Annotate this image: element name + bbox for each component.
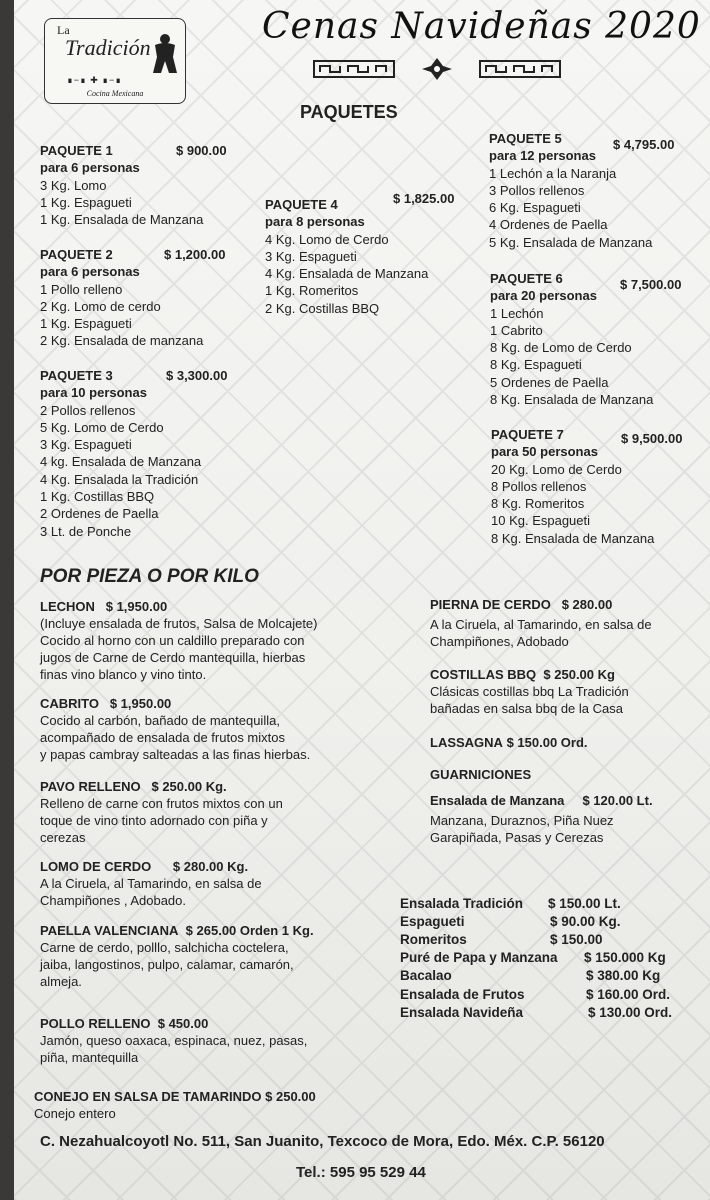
- item-price: $ 250.00 Kg.: [151, 779, 227, 794]
- item-desc: Jamón, queso oaxaca, espinaca, nuez, pasas,: [40, 1033, 308, 1048]
- item-desc: cerezas: [40, 830, 86, 845]
- item-desc: Relleno de carne con frutos mixtos con un: [40, 796, 283, 811]
- item-name: LASSAGNA: [430, 735, 503, 750]
- package-item: 2 Kg. Lomo de cerdo: [40, 298, 161, 314]
- extra-price: $ 150.00 Lt.: [548, 896, 621, 911]
- item-desc: almeja.: [40, 974, 82, 989]
- package-name: PAQUETE 5: [489, 131, 562, 146]
- item-name: LECHON: [40, 599, 95, 614]
- package-item: 4 Kg. Ensalada de Manzana: [265, 266, 429, 282]
- package-item: 3 Pollos rellenos: [489, 182, 585, 198]
- item-desc: piña, mantequilla: [40, 1050, 139, 1065]
- package-4: [265, 191, 475, 317]
- package-item: 1 Lechón: [490, 305, 544, 321]
- extra-name: Espagueti: [400, 914, 465, 929]
- item-price: $ 150.00 Ord.: [506, 735, 588, 750]
- extra-price: $ 150.000 Kg: [584, 950, 666, 965]
- package-item: 3 Lt. de Ponche: [40, 523, 132, 539]
- item-desc: jugos de Carne de Cerdo mantequilla, hierbas: [40, 650, 306, 665]
- paquetes-heading: PAQUETES: [300, 102, 398, 122]
- greca-ornament-icon: [312, 56, 562, 82]
- package-item: 8 Kg. de Lomo de Cerdo: [490, 340, 632, 356]
- extra-name: Ensalada de Frutos: [400, 987, 525, 1002]
- package-people: para 6 personas: [40, 160, 140, 176]
- restaurant-logo: [44, 18, 186, 104]
- package-item: 8 Kg. Ensalada de Manzana: [491, 530, 655, 546]
- menu-item-lechon: [40, 598, 370, 683]
- phone: Tel.: 595 95 529 44: [296, 1164, 426, 1181]
- menu-item-cabrito: [40, 695, 370, 763]
- package-3: [40, 367, 250, 540]
- menu-item-pollo-relleno: [40, 1015, 370, 1066]
- package-people: para 8 personas: [265, 214, 365, 230]
- package-item: 2 Pollos rellenos: [40, 402, 136, 418]
- package-name: PAQUETE 4: [265, 197, 338, 212]
- package-2: [40, 246, 250, 350]
- item-price: $ 120.00 Lt.: [582, 793, 653, 808]
- item-desc: A la Ciruela, al Tamarindo, en salsa de: [430, 617, 652, 632]
- item-desc: jaiba, langostinos, pulpo, calamar, camarón,: [40, 957, 294, 972]
- item-desc: acompañado de ensalada de frutos mixtos: [40, 730, 285, 745]
- package-people: para 10 personas: [40, 385, 147, 401]
- package-item: 8 Pollos rellenos: [491, 478, 587, 494]
- package-price: $ 3,300.00: [166, 368, 228, 383]
- package-people: para 50 personas: [491, 444, 598, 460]
- package-price: $ 900.00: [176, 143, 227, 158]
- package-item: 1 Pollo relleno: [40, 281, 123, 297]
- extra-name: Ensalada Tradición: [400, 896, 524, 911]
- item-price: $ 265.00 Orden 1 Kg.: [185, 923, 314, 938]
- package-people: para 12 personas: [489, 148, 596, 164]
- extra-price: $ 380.00 Kg: [586, 968, 661, 983]
- package-item: 4 Kg. Ensalada la Tradición: [40, 471, 199, 487]
- extra-price: $ 130.00 Ord.: [588, 1005, 673, 1020]
- package-item: 2 Kg. Costillas BBQ: [265, 300, 380, 316]
- item-desc: (Incluye ensalada de frutos, Salsa de Molcajete): [40, 616, 318, 631]
- package-people: para 6 personas: [40, 264, 140, 280]
- extra-name: Romeritos: [400, 932, 467, 947]
- package-price: $ 1,825.00: [393, 191, 455, 206]
- package-price: $ 7,500.00: [620, 277, 682, 292]
- item-name: Ensalada de Manzana: [430, 793, 565, 808]
- item-price: $ 1,950.00: [105, 599, 168, 614]
- package-5: [489, 130, 689, 251]
- package-item: 5 Kg. Ensalada de Manzana: [489, 234, 653, 250]
- package-price: $ 4,795.00: [613, 137, 675, 152]
- item-name: PAELLA VALENCIANA: [40, 923, 179, 938]
- item-desc: Manzana, Duraznos, Piña Nuez: [430, 813, 614, 828]
- extra-price: $ 150.00: [550, 932, 603, 947]
- package-price: $ 9,500.00: [621, 431, 683, 446]
- item-desc: Carne de cerdo, polllo, salchicha coctelera,: [40, 940, 289, 955]
- package-people: para 20 personas: [490, 288, 597, 304]
- item-price: $ 250.00: [265, 1089, 316, 1104]
- package-item: 1 Kg. Espagueti: [40, 194, 132, 210]
- item-name: POLLO RELLENO: [40, 1016, 151, 1031]
- package-item: 5 Kg. Lomo de Cerdo: [40, 419, 164, 435]
- package-item: 10 Kg. Espagueti: [491, 513, 591, 529]
- package-item: 4 kg. Ensalada de Manzana: [40, 454, 202, 470]
- por-pieza-heading: POR PIEZA O POR KILO: [40, 566, 259, 587]
- item-desc: toque de vino tinto adornado con piña y: [40, 813, 268, 828]
- package-item: 1 Kg. Romeritos: [265, 283, 359, 299]
- package-item: 8 Kg. Espagueti: [490, 357, 582, 373]
- item-desc: Champiñones , Adobado.: [40, 893, 186, 908]
- item-name: COSTILLAS BBQ: [430, 667, 537, 682]
- item-desc: Cocido al horno con un caldillo preparado con: [40, 633, 305, 648]
- menu-item-lassagna: [430, 734, 700, 751]
- menu-item-conejo: [34, 1088, 374, 1122]
- package-item: 1 Kg. Espagueti: [40, 316, 132, 332]
- extra-name: Ensalada Navideña: [400, 1005, 524, 1020]
- logo-tagline: Cocina Mexicana: [86, 89, 144, 98]
- package-name: PAQUETE 6: [490, 271, 563, 286]
- logo-brand: Tradición: [65, 35, 151, 60]
- package-6: [490, 270, 690, 408]
- item-desc: Clásicas costillas bbq La Tradición: [430, 684, 629, 699]
- package-item: 1 Kg. Costillas BBQ: [40, 489, 155, 505]
- package-item: 20 Kg. Lomo de Cerdo: [491, 461, 622, 477]
- item-desc: Champiñones, Adobado: [430, 634, 569, 649]
- item-name: PAVO RELLENO: [40, 779, 141, 794]
- menu-item-pierna-de-cerdo: [430, 596, 700, 650]
- package-item: 3 Kg. Espagueti: [40, 437, 132, 453]
- guarniciones-heading: [430, 766, 700, 783]
- logo-brand-top: La: [57, 23, 70, 37]
- package-item: 1 Kg. Ensalada de Manzana: [40, 212, 204, 228]
- item-price: $ 250.00 Kg: [543, 667, 615, 682]
- package-item: 3 Kg. Espagueti: [265, 248, 357, 264]
- menu-item-pavo-relleno: [40, 778, 370, 846]
- extra-price: $ 90.00 Kg.: [550, 914, 621, 929]
- package-item: 1 Cabrito: [490, 322, 543, 338]
- item-price: $ 280.00 Kg.: [172, 859, 249, 874]
- package-item: 1 Lechón a la Naranja: [489, 165, 617, 181]
- menu-item-lomo-de-cerdo: [40, 858, 370, 909]
- item-desc: bañadas en salsa bbq de la Casa: [430, 701, 623, 716]
- item-name: LOMO DE CERDO: [40, 859, 152, 874]
- package-item: 2 Kg. Ensalada de manzana: [40, 333, 204, 349]
- item-desc: finas vino blanco y vino tinto.: [40, 667, 207, 682]
- package-item: 2 Ordenes de Paella: [40, 506, 159, 522]
- extra-name: Bacalao: [400, 968, 452, 983]
- item-name: PIERNA DE CERDO: [430, 597, 551, 612]
- menu-item-paella-valenciana: [40, 922, 380, 990]
- item-price: $ 450.00: [157, 1016, 209, 1031]
- menu-item-ensalada-manzana: [430, 792, 700, 846]
- address: C. Nezahualcoyotl No. 511, San Juanito, Texcoco de Mora, Edo. Méx. C.P. 56120: [40, 1133, 605, 1150]
- package-name: PAQUETE 1: [40, 143, 113, 158]
- item-name: CABRITO: [40, 696, 99, 711]
- package-item: 4 Kg. Lomo de Cerdo: [265, 231, 389, 247]
- item-price: $ 1,950.00: [109, 696, 172, 711]
- package-1: [40, 142, 250, 228]
- package-7: [491, 426, 691, 547]
- page-title: Cenas Navideñas 2020: [262, 6, 701, 47]
- item-desc: Garapiñada, Pasas y Cerezas: [430, 830, 604, 845]
- item-desc: Cocido al carbón, bañado de mantequilla,: [40, 713, 280, 728]
- package-item: 8 Kg. Ensalada de Manzana: [490, 392, 654, 408]
- logo-ornament: ∎−∎ ✚ ∎−∎: [67, 75, 122, 85]
- item-name: GUARNICIONES: [430, 767, 532, 782]
- item-desc: A la Ciruela, al Tamarindo, en salsa de: [40, 876, 262, 891]
- package-item: 6 Kg. Espagueti: [489, 200, 581, 216]
- menu-item-costillas-bbq: [430, 666, 700, 717]
- package-item: 5 Ordenes de Paella: [490, 374, 609, 390]
- item-price: $ 280.00: [561, 597, 613, 612]
- extra-name: Puré de Papa y Manzana: [400, 950, 558, 965]
- package-price: $ 1,200.00: [164, 247, 226, 262]
- dancer-figure-icon: [151, 33, 179, 75]
- extra-price: $ 160.00 Ord.: [586, 987, 671, 1002]
- package-name: PAQUETE 7: [491, 427, 564, 442]
- package-name: PAQUETE 3: [40, 368, 113, 383]
- item-name: CONEJO EN SALSA DE TAMARINDO: [34, 1089, 262, 1104]
- package-item: 3 Kg. Lomo: [40, 177, 107, 193]
- package-item: 4 Ordenes de Paella: [489, 217, 608, 233]
- package-name: PAQUETE 2: [40, 247, 113, 262]
- item-desc: y papas cambray salteadas a las finas hierbas.: [40, 747, 311, 762]
- package-item: 8 Kg. Romeritos: [491, 496, 585, 512]
- item-desc: Conejo entero: [34, 1106, 116, 1121]
